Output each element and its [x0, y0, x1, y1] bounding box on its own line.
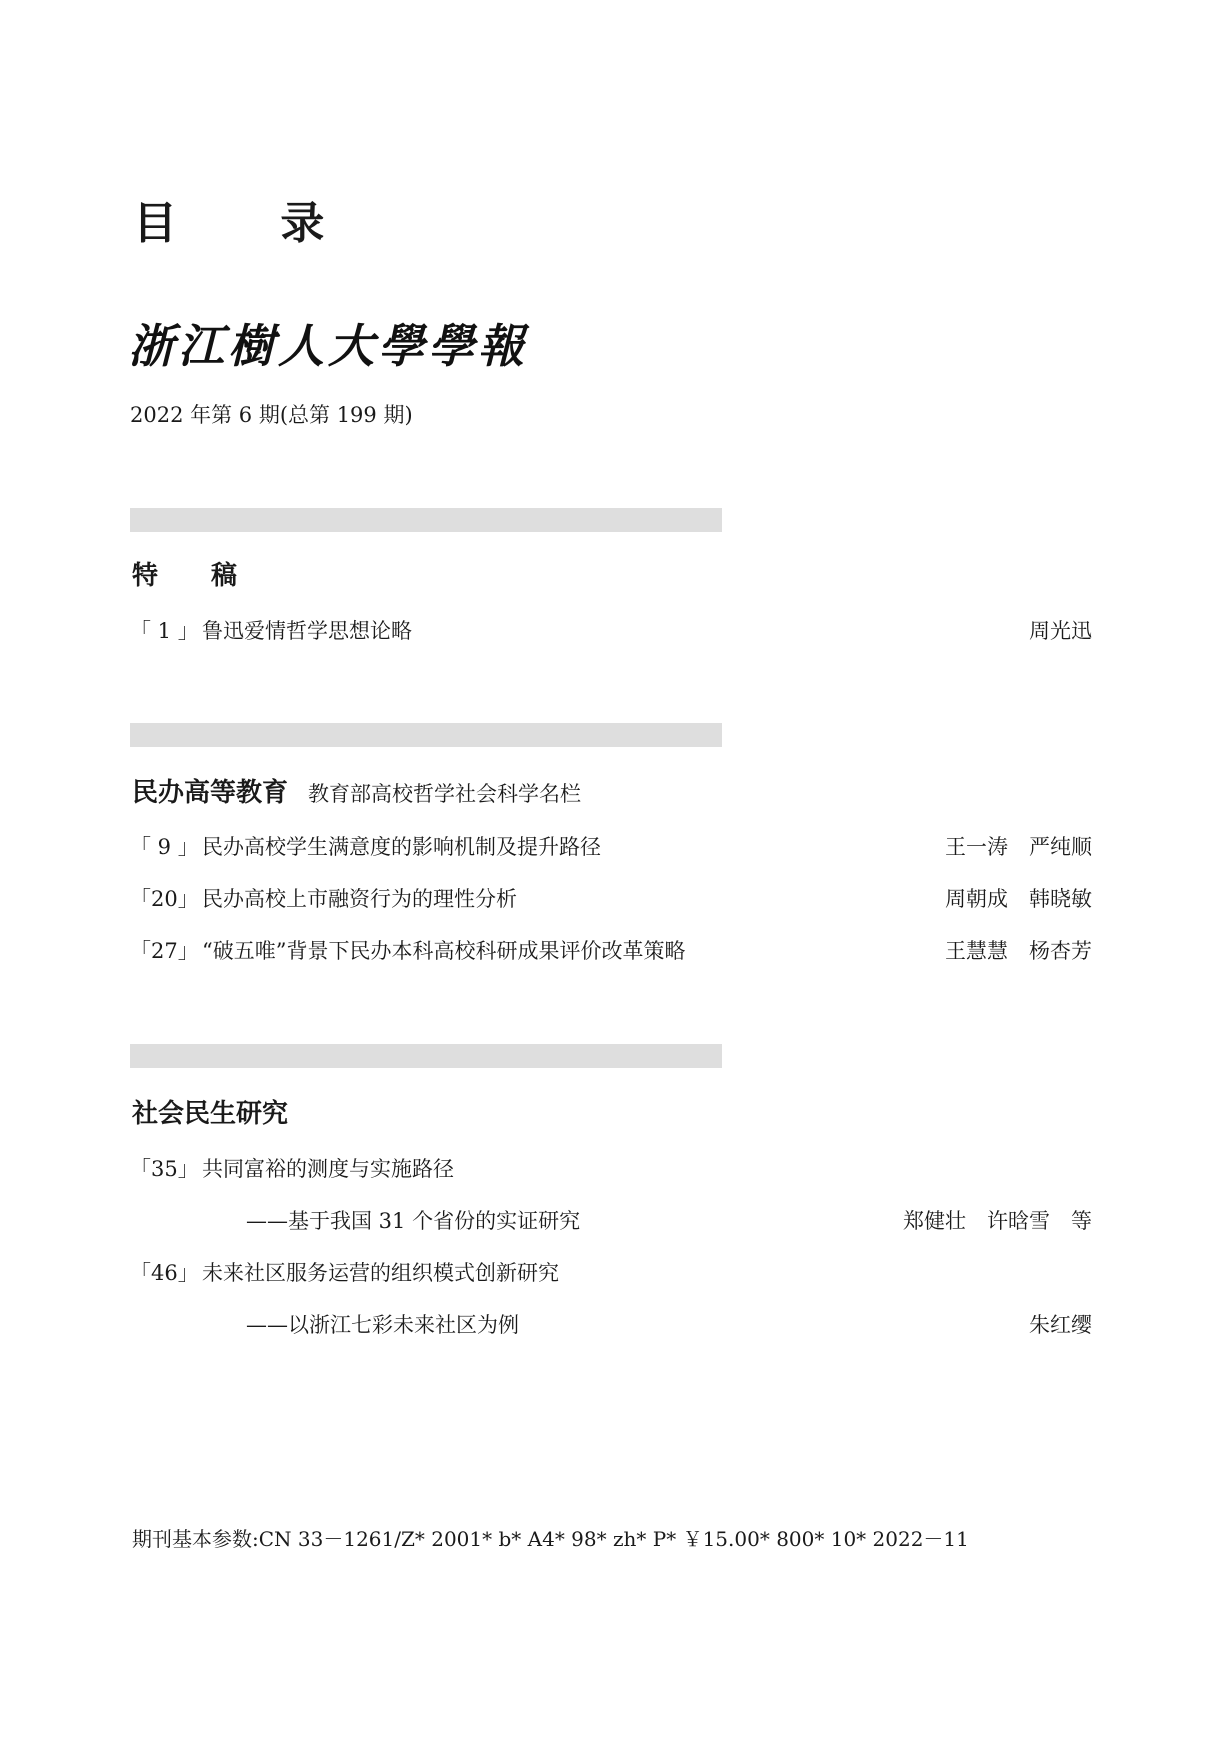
journal-name: 浙江樹人大學學報 — [128, 319, 528, 373]
article-subtitle: ——以浙江七彩未来社区为例 — [246, 1313, 519, 1337]
toc-entry-subtitle[interactable] — [130, 1204, 1092, 1238]
issue-info: 2022 年第 6 期(总第 199 期) — [130, 403, 413, 427]
article-title: “破五唯”背景下民办本科高校科研成果评价改革策略 — [202, 939, 686, 963]
article-title: 鲁迅爱情哲学思想论略 — [202, 619, 412, 643]
article-authors: 朱红缨 — [1029, 1313, 1092, 1337]
article-authors: 王慧慧 杨杏芳 — [945, 939, 1092, 963]
article-title: 民办高校学生满意度的影响机制及提升路径 — [202, 835, 601, 859]
toc-entry[interactable] — [130, 1256, 1092, 1290]
page-title: 目 录 — [133, 198, 369, 249]
toc-entry[interactable] — [130, 830, 1092, 864]
article-subtitle: ——基于我国 31 个省份的实证研究 — [246, 1209, 581, 1233]
article-authors: 周朝成 韩晓敏 — [945, 887, 1092, 911]
article-authors: 王一涛 严纯顺 — [945, 835, 1092, 859]
toc-entry[interactable] — [130, 882, 1092, 916]
journal-parameters: 期刊基本参数:CN 33－1261/Z* 2001* b* A4* 98* zh* P* ￥15.00* 800* 10* 2022－11 — [132, 1527, 969, 1551]
article-title: 共同富裕的测度与实施路径 — [202, 1157, 454, 1181]
section-heading: 特 稿 — [132, 561, 260, 591]
page-number: 「 1 」 — [130, 619, 199, 643]
article-title: 未来社区服务运营的组织模式创新研究 — [202, 1261, 559, 1285]
page-number: 「35」 — [130, 1157, 199, 1181]
section-heading-label: 民办高等教育 — [132, 778, 289, 808]
page-number: 「27」 — [130, 939, 199, 963]
article-authors: 郑健壮 许晗雪 等 — [903, 1209, 1092, 1233]
toc-entry[interactable] — [130, 614, 1092, 648]
toc-entry[interactable] — [130, 1152, 1092, 1186]
section-heading — [132, 775, 581, 812]
page-number: 「46」 — [130, 1261, 199, 1285]
section-divider-bar — [130, 723, 722, 747]
page-number: 「20」 — [130, 887, 199, 911]
section-subheading: 教育部高校哲学社会科学名栏 — [308, 782, 582, 806]
toc-entry-subtitle[interactable] — [130, 1308, 1092, 1342]
toc-entry[interactable] — [130, 934, 1092, 968]
section-divider-bar — [130, 1044, 722, 1068]
page-number: 「 9 」 — [130, 835, 199, 859]
section-heading: 社会民生研究 — [132, 1099, 289, 1129]
section-divider-bar — [130, 508, 722, 532]
article-title: 民办高校上市融资行为的理性分析 — [202, 887, 517, 911]
article-authors: 周光迅 — [1029, 619, 1092, 643]
